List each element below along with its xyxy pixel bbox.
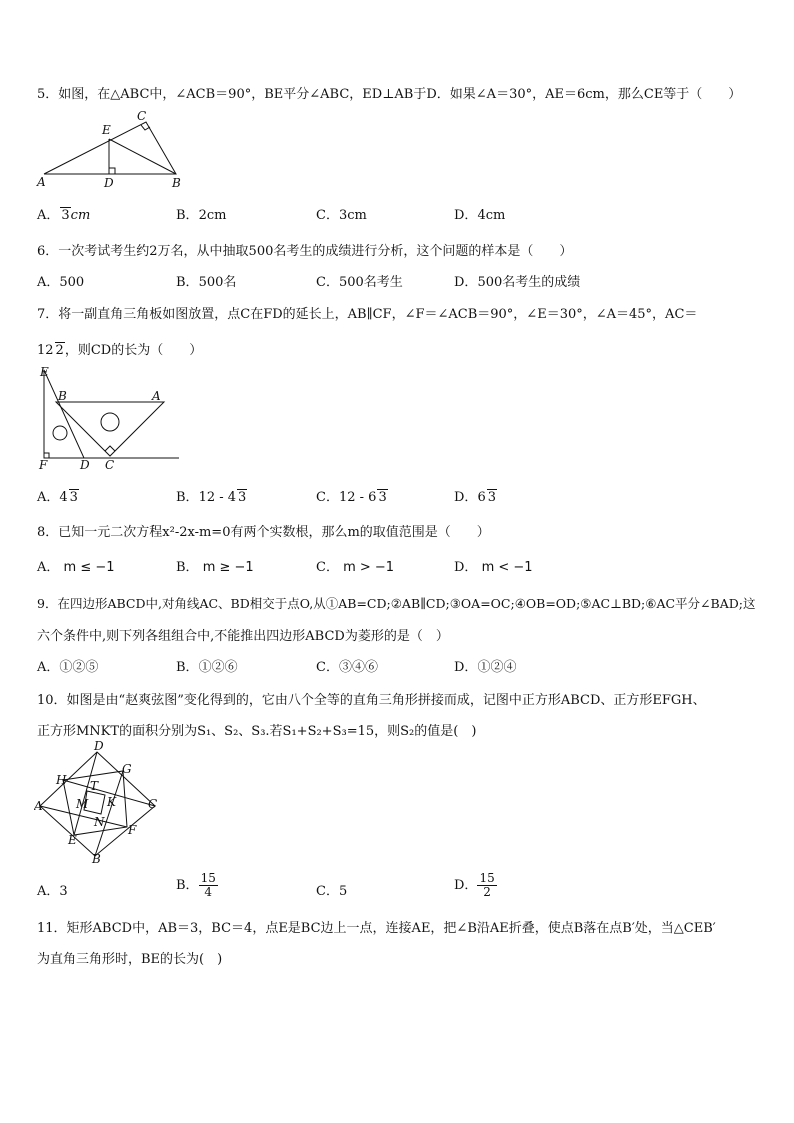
q9-option-a: A．①②⑤ [37,660,99,675]
q5-option-c: C．3cm [316,208,367,223]
q10-option-c: C．5 [316,884,348,899]
q9-stem-line2: 六个条件中,则下列各组组合中,不能推出四边形ABCD为菱形的是（ ） [37,629,449,644]
q10-stem-line2: 正方形MNKT的面积分别为S₁、S₂、S₃.若S₁+S₂+S₃=15，则S₂的值是( ) [37,724,477,739]
q10-label-c: C [148,797,158,811]
q9-option-b: B．①②⑥ [176,660,238,675]
q10-label-a: A [34,799,43,813]
q7-label-a: A [152,389,161,403]
q9-stem: 9．在四边形ABCD中,对角线AC、BD相交于点O,从①AB=CD;②AB∥CD;③OA=OC;④OB=OD;⑤AC⊥BD;⑥AC平分∠BAD;这 [37,596,756,611]
q7-option-c: C．12 - 6 3 [316,490,387,505]
q10-option-b: B． $\frac{15}{4}$ [176,871,216,899]
q7-label-f: F [39,458,48,472]
q10-label-n: N [94,815,105,829]
q6-option-b: B．500名 [176,275,237,290]
q10-stem: 10．如图是由“赵爽弦图”变化得到的，它由八个全等的直角三角形拼接而成，记图中正方形ABCD、正方形EFGH、 [37,693,706,708]
q7-stem-line2: 12 2，则CD的长为（ ） [37,343,203,358]
q8-stem: 8．已知一元二次方程x²-2x-m=0有两个实数根，那么m的取值范围是（ ） [37,525,490,540]
q5-label-d: D [104,176,114,188]
q8-option-a: A． m ≤ −1 [37,560,115,575]
q7-label-b: B [58,389,67,403]
q9-option-c: C．③④⑥ [316,660,378,675]
q8-option-d: D． m < −1 [454,560,533,575]
q9-option-d: D．①②④ [454,660,517,675]
q10-label-b: B [92,852,101,865]
q7-figure [34,362,184,472]
q5-figure [36,108,196,188]
q7-label-d: D [80,458,90,472]
q10-label-f: F [128,823,137,837]
q7-label-c: C [105,458,115,472]
q5-option-a: A． 3cm [37,208,91,223]
q8-option-b: B． m ≥ −1 [176,560,254,575]
q10-label-e: E [68,833,77,847]
q10-label-m: M [76,797,89,811]
q10-option-d: D． $\frac{15}{2}$ [454,871,495,899]
q10-option-a: A．3 [37,884,68,899]
q10-label-h: H [56,773,67,787]
q6-option-c: C．500名考生 [316,275,403,290]
q6-stem: 6．一次考试考生约2万名，从中抽取500名考生的成绩进行分析，这个问题的样本是（ ） [37,244,573,259]
q5-option-b: B．2cm [176,208,227,223]
q7-option-a: A．4 3 [37,490,78,505]
q6-option-d: D．500名考生的成绩 [454,275,581,290]
q5-option-d: D．4cm [454,208,506,223]
q5-stem: 5．如图，在△ABC中，∠ACB＝90°，BE平分∠ABC，ED⊥AB于D．如果∠A＝30°，AE＝6cm，那么CE等于（ ） [37,87,742,102]
q6-option-a: A．500 [37,275,85,290]
q11-stem: 11．矩形ABCD中，AB＝3，BC＝4，点E是BC边上一点，连接AE，把∠B沿AE折叠，使点B落在点B′处，当△CEB′ [37,921,716,936]
q5-label-a: A [37,175,46,188]
q7-stem: 7．将一副直角三角板如图放置，点C在FD的延长上，AB∥CF，∠F＝∠ACB＝90°，∠E＝30°，∠A＝45°，AC＝ [37,307,698,322]
q10-label-k: K [107,795,116,809]
q7-label-e: E [40,365,49,379]
q7-option-d: D．6 3 [454,490,496,505]
q10-label-g: G [122,762,132,776]
q5-label-e: E [102,123,111,137]
q8-option-c: C． m > −1 [316,560,395,575]
q5-label-c: C [137,109,147,123]
q10-figure [34,740,164,865]
q11-stem-line2: 为直角三角形时，BE的长为( ) [37,952,223,967]
q10-label-d: D [94,740,104,753]
q5-label-b: B [172,176,181,188]
q10-label-t: T [90,779,99,793]
q7-option-b: B．12 - 4 3 [176,490,247,505]
